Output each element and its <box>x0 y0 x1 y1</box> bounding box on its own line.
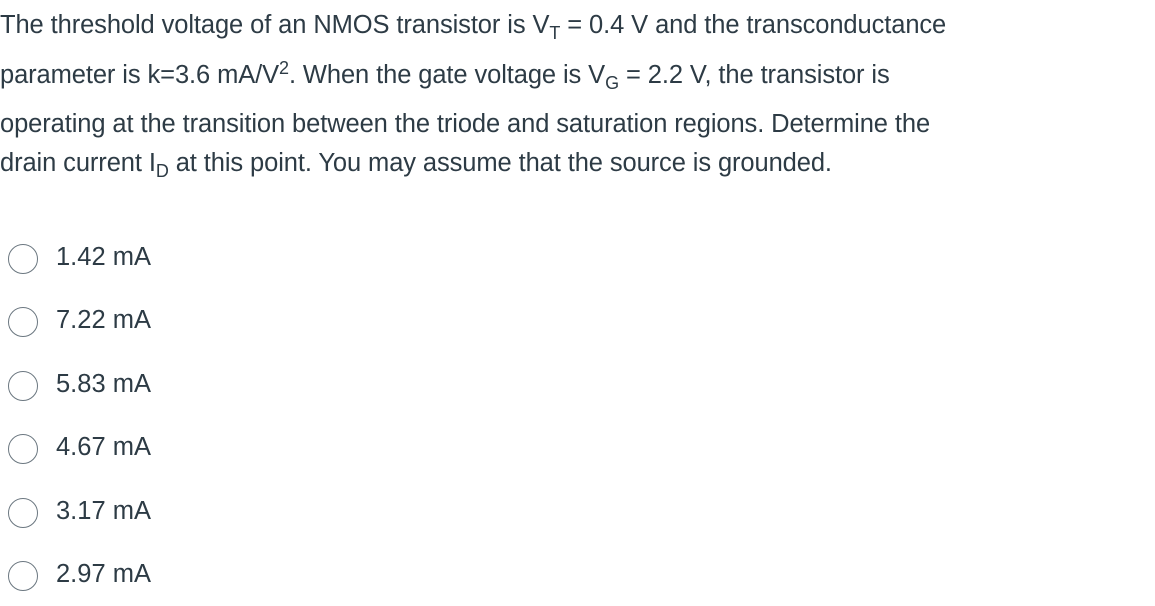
radio-button[interactable] <box>8 244 38 274</box>
answer-option[interactable] <box>0 480 400 543</box>
question-line <box>0 50 1155 100</box>
question-text <box>0 0 1155 182</box>
question-fragment: at this point. You may assume that the source is grounded. <box>168 149 832 177</box>
question-line <box>0 0 1155 50</box>
question-line <box>0 144 1155 182</box>
question-fragment: = 2.2 V, the transistor is <box>619 61 890 89</box>
radio-button[interactable] <box>8 561 38 591</box>
subscript: T <box>549 23 561 43</box>
answer-label[interactable]: 1.42 mA <box>56 243 151 271</box>
question-fragment: = 0.4 V and the transconductance <box>560 11 947 39</box>
answer-option[interactable] <box>0 416 400 479</box>
subscript: G <box>605 73 619 93</box>
answer-option[interactable] <box>0 226 400 289</box>
answer-label[interactable]: 3.17 mA <box>56 496 151 525</box>
question-fragment: drain current I <box>0 149 156 177</box>
question-fragment: operating at the transition between the triode and saturation regions. Determine the <box>0 110 931 138</box>
question-fragment: The threshold voltage of an NMOS transistor is V <box>0 11 550 39</box>
radio-button[interactable] <box>8 307 38 337</box>
radio-button[interactable] <box>8 498 38 528</box>
answer-label[interactable]: 5.83 mA <box>56 369 151 398</box>
answer-options <box>0 226 400 606</box>
superscript: 2 <box>279 58 289 78</box>
question-line <box>0 100 1155 148</box>
question-fragment: parameter is k=3.6 mA/V <box>0 61 280 89</box>
radio-button[interactable] <box>8 371 38 401</box>
answer-label[interactable]: 7.22 mA <box>56 306 151 335</box>
question-fragment: . When the gate voltage is V <box>288 61 606 89</box>
subscript: D <box>155 161 169 181</box>
radio-button[interactable] <box>8 434 38 464</box>
answer-label[interactable]: 2.97 mA <box>56 559 151 588</box>
answer-label[interactable]: 4.67 mA <box>56 433 151 462</box>
answer-option[interactable] <box>0 353 400 416</box>
answer-option[interactable] <box>0 543 400 606</box>
answer-option[interactable] <box>0 289 400 352</box>
